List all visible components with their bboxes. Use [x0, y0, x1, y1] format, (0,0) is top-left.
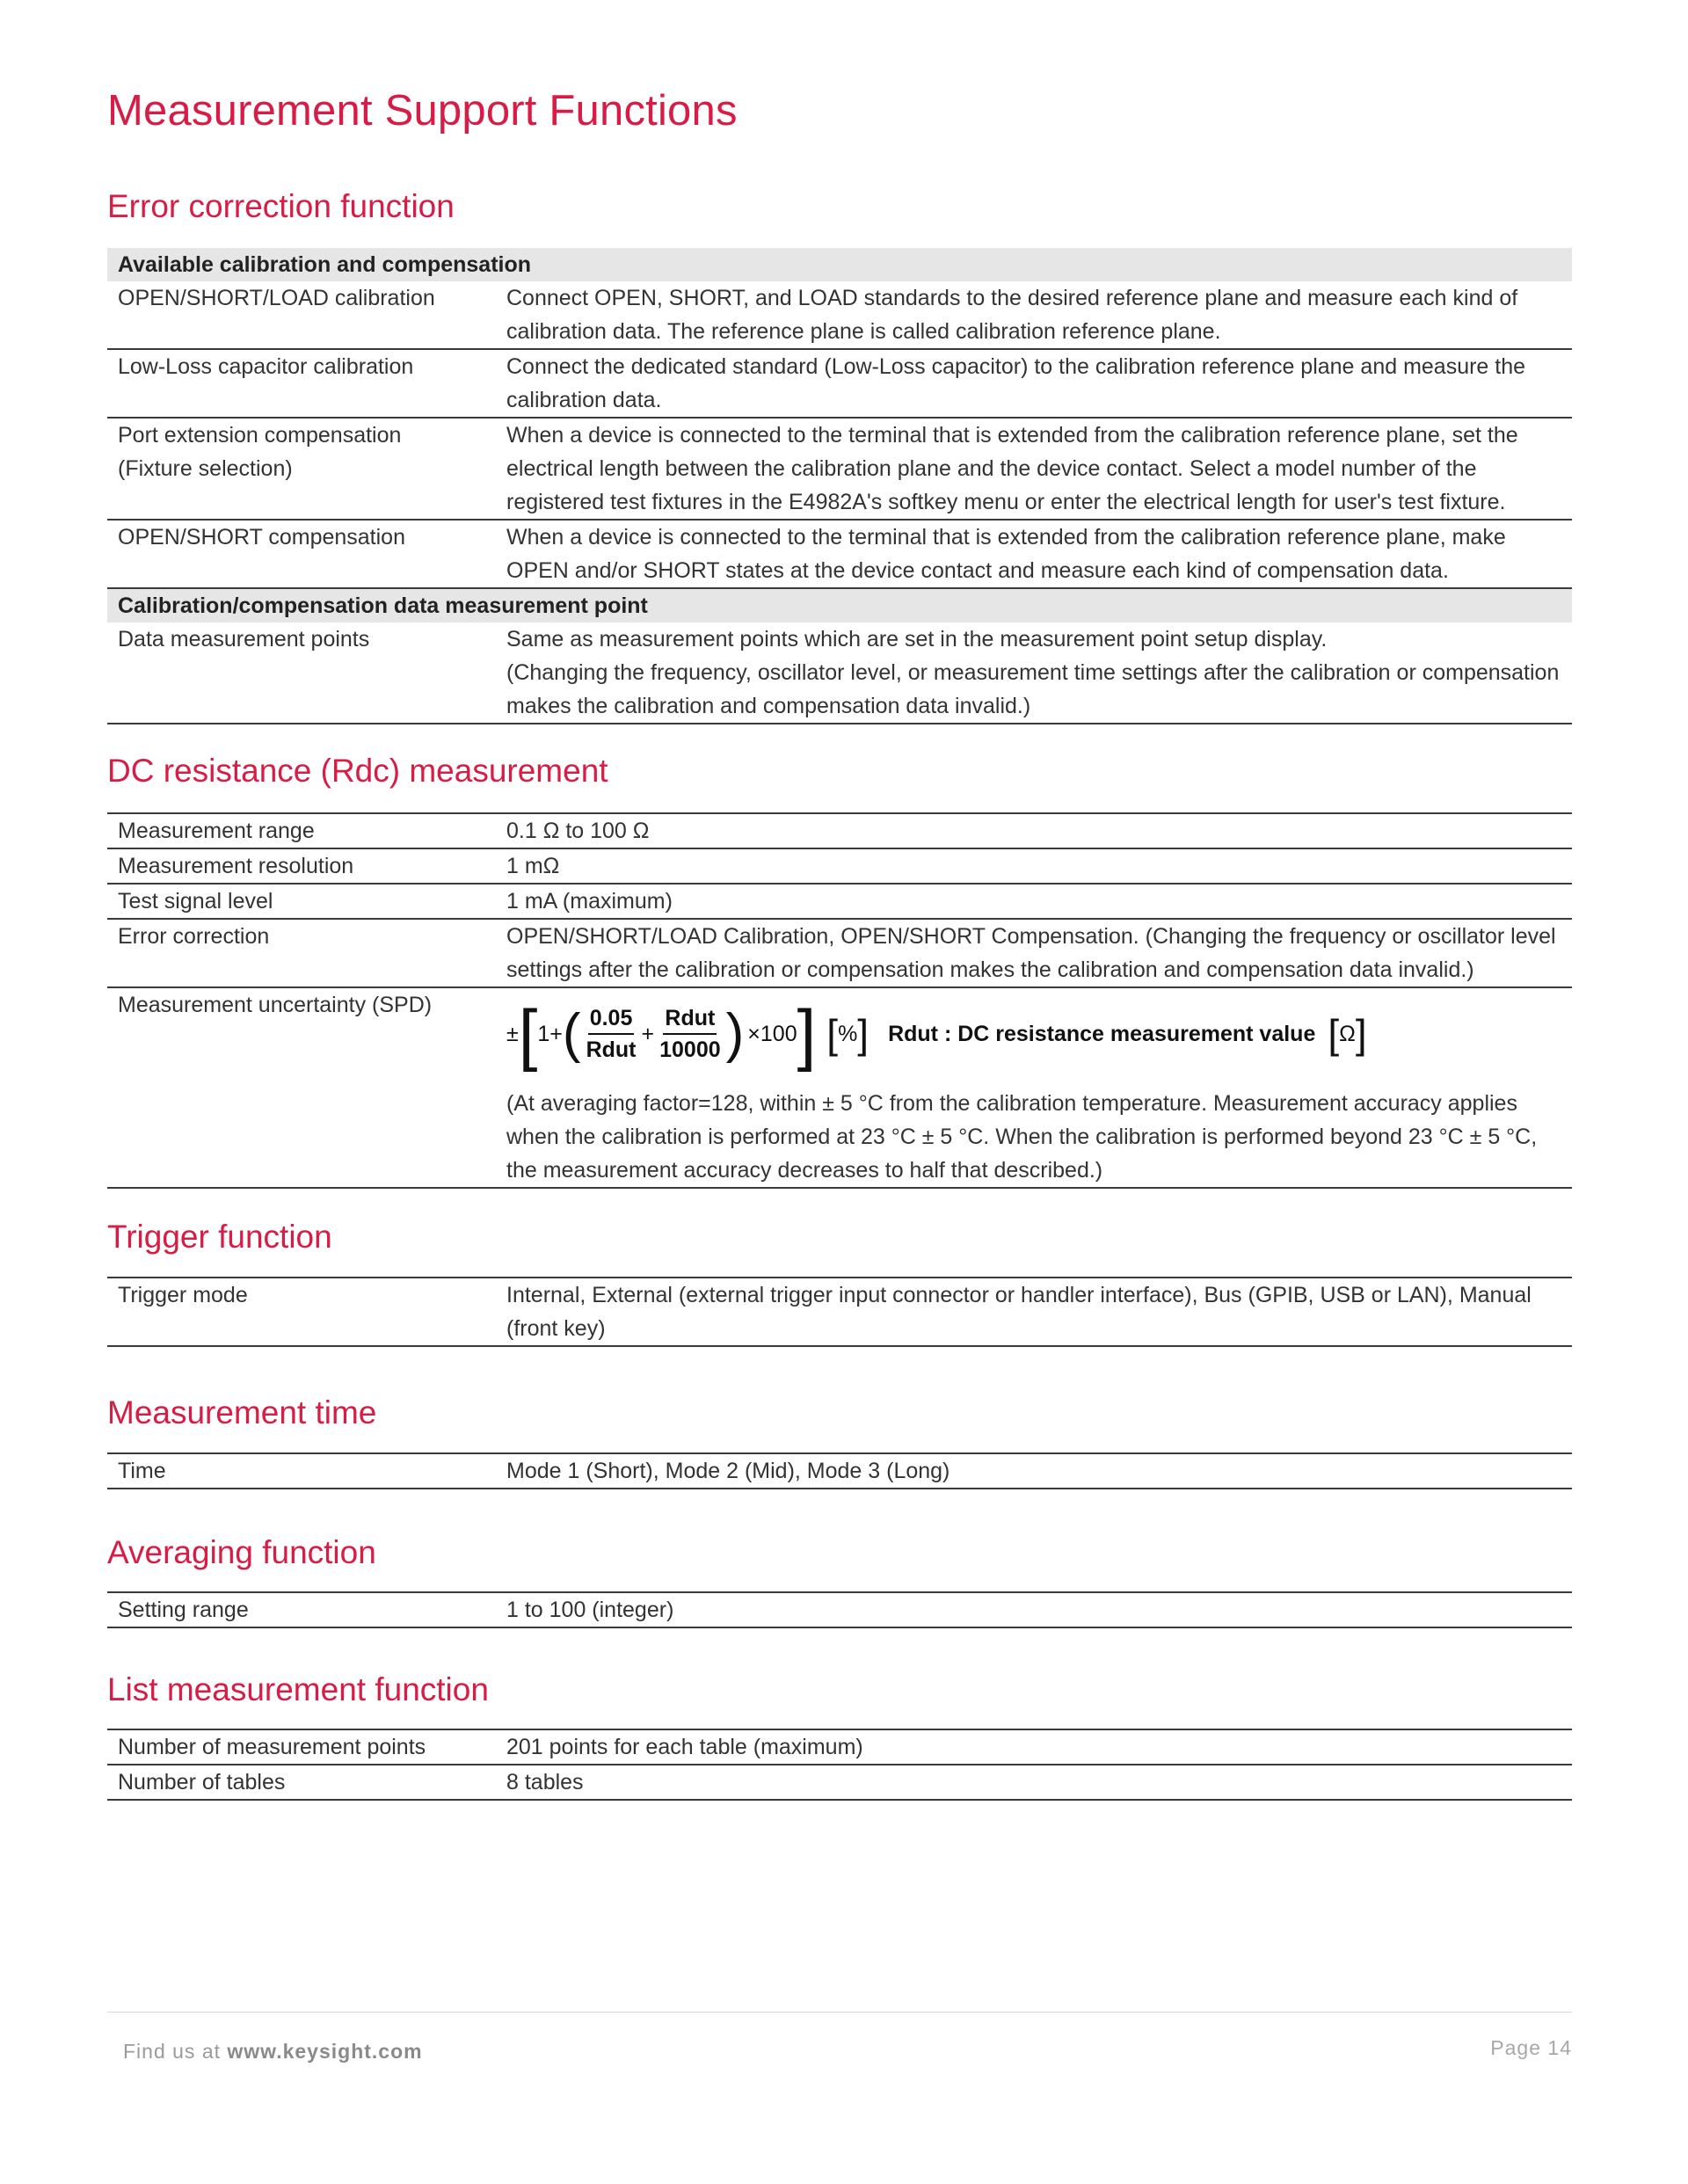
group-header-label: Calibration/compensation data measurement point	[107, 588, 1572, 622]
table-row	[107, 884, 1572, 919]
table-row	[107, 1453, 1572, 1489]
formula-plus-minus: ±	[506, 1022, 519, 1046]
footer-divider	[107, 2012, 1572, 2013]
table-row	[107, 1765, 1572, 1800]
row-label: Setting range	[107, 1592, 496, 1627]
table-row	[107, 1592, 1572, 1627]
formula-one-plus: 1+	[537, 1022, 563, 1046]
fraction-denominator: 10000	[659, 1037, 721, 1062]
row-label: Test signal level	[107, 884, 496, 919]
row-label: Low-Loss capacitor calibration	[107, 349, 496, 418]
row-value: 201 points for each table (maximum)	[496, 1729, 1572, 1765]
formula-ohm: Ω	[1339, 1022, 1356, 1046]
table-row	[107, 813, 1572, 848]
row-description: When a device is connected to the terminal that is extended from the calibration reference plane, set the electrical length between the calibration plane and the device contact. Select a model number of the registered test fixtures in the E4982A's softkey menu or enter the electrical length for user's test fixture.	[496, 418, 1572, 520]
formula-right-bracket: ]	[797, 995, 817, 1073]
error-correction-table	[107, 248, 1572, 724]
table-row	[107, 622, 1572, 724]
row-label: Measurement resolution	[107, 848, 496, 884]
fraction-denominator: Rdut	[586, 1037, 637, 1062]
row-description: Connect OPEN, SHORT, and LOAD standards to the desired reference plane and measure each kind of calibration data. The reference plane is called calibration reference plane.	[496, 281, 1572, 349]
row-label	[107, 418, 496, 520]
row-value: 1 mA (maximum)	[496, 884, 1572, 919]
row-label: Measurement range	[107, 813, 496, 848]
formula-unit-open-bracket: [	[1328, 1011, 1340, 1057]
row-label: Number of measurement points	[107, 1729, 496, 1765]
row-label-line: Port extension compensation	[118, 423, 402, 448]
row-label: Number of tables	[107, 1765, 496, 1800]
row-value: 1 mΩ	[496, 848, 1572, 884]
trigger-table	[107, 1277, 1572, 1347]
list-measurement-table	[107, 1729, 1572, 1801]
table-row	[107, 1278, 1572, 1346]
section-heading-list-measurement: List measurement function	[107, 1671, 489, 1707]
formula-right-paren: )	[725, 1003, 745, 1064]
group-header-label: Available calibration and compensation	[107, 248, 1572, 281]
section-heading-dc-resistance: DC resistance (Rdc) measurement	[107, 753, 608, 789]
row-label: Trigger mode	[107, 1278, 496, 1346]
group-header-data-points	[107, 588, 1572, 622]
formula-unit-close-bracket: ]	[1355, 1011, 1367, 1057]
dc-resistance-table	[107, 812, 1572, 1189]
table-row	[107, 848, 1572, 884]
formula-times-100: ×100	[747, 1022, 797, 1046]
table-row	[107, 919, 1572, 987]
row-label: OPEN/SHORT/LOAD calibration	[107, 281, 496, 349]
table-row-uncertainty	[107, 987, 1572, 1188]
formula-fraction-1	[585, 1003, 638, 1065]
formula-fraction-2	[658, 1003, 723, 1065]
formula-unit-open-bracket: [	[826, 1011, 839, 1057]
formula-plus: +	[641, 1022, 655, 1046]
section-heading-measurement-time: Measurement time	[107, 1394, 377, 1431]
row-label: Error correction	[107, 919, 496, 987]
table-row	[107, 1729, 1572, 1765]
row-description: Connect the dedicated standard (Low-Loss capacitor) to the calibration reference plane and measure the calibration data.	[496, 349, 1572, 418]
table-row	[107, 281, 1572, 349]
formula-left-bracket: [	[518, 995, 538, 1073]
row-description-line: (Changing the frequency, oscillator level, or measurement time settings after the calibration or compensation makes the calibration and compensation data invalid.)	[506, 660, 1560, 718]
measurement-time-table	[107, 1452, 1572, 1489]
footer-website-link[interactable]: www.keysight.com	[227, 2040, 423, 2063]
row-description	[496, 622, 1572, 724]
averaging-table	[107, 1591, 1572, 1628]
row-value: 1 to 100 (integer)	[496, 1592, 1572, 1627]
row-description: When a device is connected to the terminal that is extended from the calibration reference plane, make OPEN and/or SHORT states at the device contact and measure each kind of compensation data.	[496, 520, 1572, 588]
footer-page-number: Page 14	[1490, 2036, 1572, 2059]
fraction-numerator: Rdut	[663, 1003, 717, 1035]
table-row	[107, 349, 1572, 418]
formula-unit-close-bracket: ]	[857, 1011, 869, 1057]
row-label: Time	[107, 1453, 496, 1489]
uncertainty-formula	[506, 988, 1561, 1074]
row-label: OPEN/SHORT compensation	[107, 520, 496, 588]
group-header-calibration	[107, 248, 1572, 281]
formula-rdut-definition: Rdut : DC resistance measurement value	[888, 1022, 1316, 1046]
footer-find-us-label: Find us at	[123, 2040, 221, 2063]
row-description-line: Same as measurement points which are set in the measurement point setup display.	[506, 627, 1328, 652]
formula-left-paren: (	[562, 1003, 581, 1064]
section-heading-trigger: Trigger function	[107, 1219, 332, 1255]
row-label: Data measurement points	[107, 622, 496, 724]
row-value: 0.1 Ω to 100 Ω	[496, 813, 1572, 848]
table-row	[107, 520, 1572, 588]
row-label-line: (Fixture selection)	[118, 456, 293, 481]
row-label: Measurement uncertainty (SPD)	[107, 987, 496, 1188]
fraction-numerator: 0.05	[588, 1003, 635, 1035]
page-title: Measurement Support Functions	[107, 87, 738, 135]
table-row	[107, 418, 1572, 520]
uncertainty-note: (At averaging factor=128, within ± 5 °C from the calibration temperature. Measurement accuracy applies when the calibration is performed at 23 °C ± 5 °C. When the calibration is performed beyond 23 °C ± 5 °C, the measurement accuracy decreases to half that described.)	[506, 1091, 1538, 1183]
section-heading-averaging: Averaging function	[107, 1534, 376, 1570]
row-value	[496, 987, 1572, 1188]
footer-find-us	[123, 2040, 423, 2064]
row-value: OPEN/SHORT/LOAD Calibration, OPEN/SHORT Compensation. (Changing the frequency or oscillator level settings after the calibration or compensation makes the calibration and compensation data invalid.)	[496, 919, 1572, 987]
section-heading-error-correction: Error correction function	[107, 188, 455, 224]
row-value: 8 tables	[496, 1765, 1572, 1800]
row-value: Internal, External (external trigger input connector or handler interface), Bus (GPIB, USB or LAN), Manual (front key)	[496, 1278, 1572, 1346]
row-value: Mode 1 (Short), Mode 2 (Mid), Mode 3 (Long)	[496, 1453, 1572, 1489]
formula-percent: %	[838, 1022, 858, 1046]
